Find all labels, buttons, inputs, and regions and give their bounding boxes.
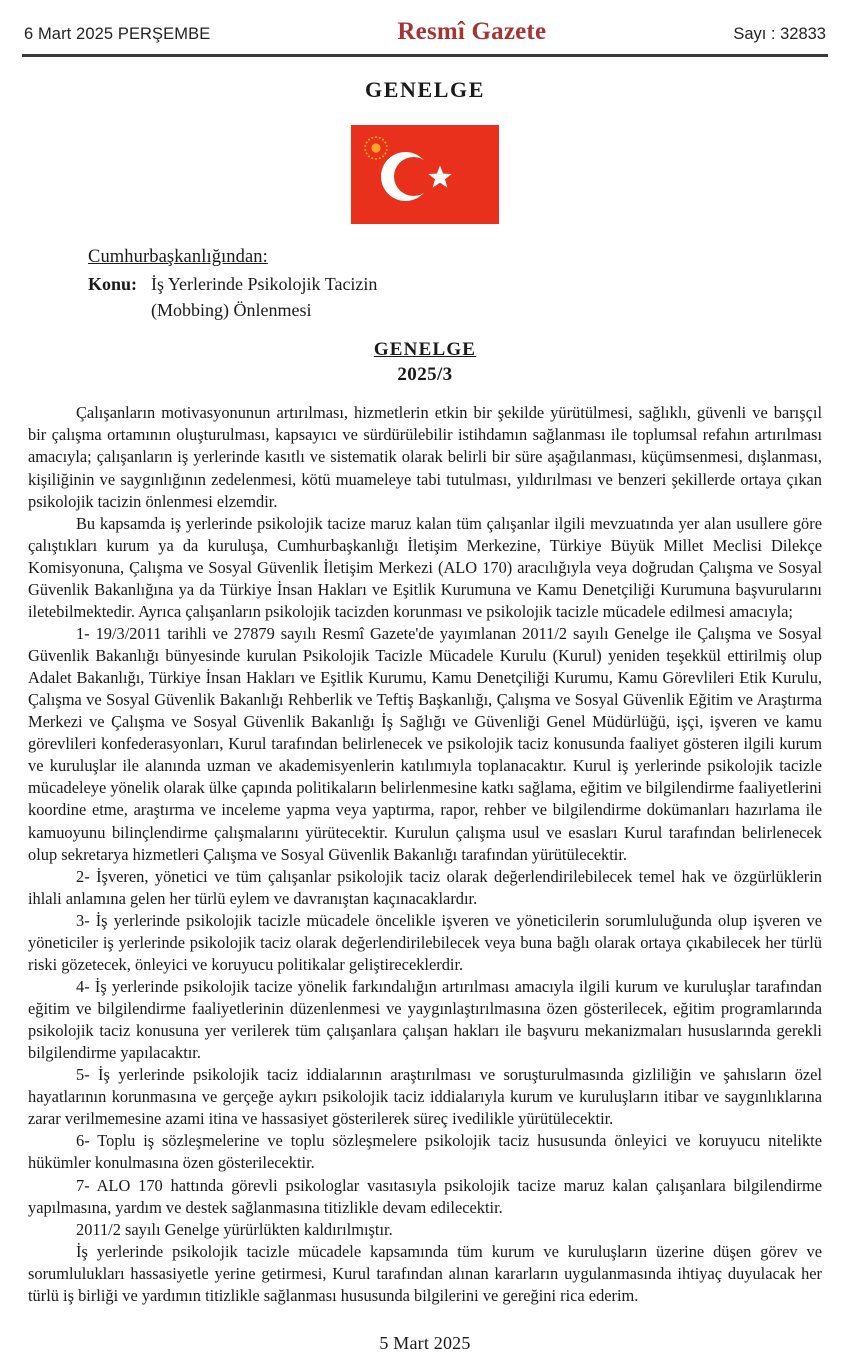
emblem-container [0, 125, 850, 224]
gazette-title: Resmî Gazete [397, 18, 547, 45]
issue-number: Sayı : 32833 [733, 25, 826, 43]
paragraph-item-4: 4- İş yerlerinde psikolojik tacize yönelik farkındalığın artırılması amacıyla ilgili kurum ve kuruluşlar tarafından eğitim ve bilgilendirme faaliyetlerinin düzenlenmesi ve yaygınlaştırılmasına özen gösterilecek, eğitim programlarında psikolojik taciz konusuna yer verilerek tüm çalışanlara çalışan hakları ile başvuru mekanizmaları hususlarında gerekli bilgilendirme yapılacaktır. [28, 976, 822, 1063]
sun-emblem-icon [361, 133, 391, 163]
publication-date: 6 Mart 2025 PERŞEMBE [24, 25, 211, 43]
paragraph-item-7: 7- ALO 170 hattında görevli psikologlar vasıtasıyla psikolojik tacize maruz kalan çalışanlara bilgilendirme yapılmasına, yardım ve destek sağlanmasına titizlikle devam edilecektir. [28, 1175, 822, 1217]
masthead [0, 0, 850, 50]
subject-block [88, 244, 850, 323]
circular-number: 2025/3 [397, 364, 453, 386]
subject-row [88, 272, 850, 323]
signature-date: 5 Mart 2025 [379, 1332, 471, 1353]
masthead-divider [22, 54, 828, 57]
turkish-flag-icon [351, 125, 499, 224]
paragraph-closing: İş yerlerinde psikolojik tacizle mücadele kapsamında tüm kurum ve kuruluşların üzerine düşen görev ve sorumlulukları hassasiyetle yerine getirmesi, Kurul tarafından alınan kararların uygulanmasında ihtiyaç duyulacak her türlü iş birliği ve yardımın titizlikle sağlanması hususunda bilgilerini ve gereğini rica ederim. [28, 1241, 822, 1305]
circular-title: GENELGE [373, 339, 477, 361]
paragraph-item-6: 6- Toplu iş sözleşmelerine ve toplu sözleşmelere psikolojik taciz hususunda önleyici ve koruyucu nitelikte hükümler konulmasına özen gösterilecektir. [28, 1131, 822, 1173]
subject-value [151, 272, 850, 323]
subject-value-line-1: İş Yerlerinde Psikolojik Tacizin [151, 274, 378, 295]
paragraph-repeal: 2011/2 sayılı Genelge yürürlükten kaldırılmıştır. [76, 1219, 393, 1239]
paragraph-item-3: 3- İş yerlerinde psikolojik tacizle mücadele öncelikle işveren ve yöneticilerin sorumluluğunda olup işveren ve yöneticiler iş yerlerinde psikolojik taciz olarak değerlendirilebilecek veya buna bağlı olarak ortaya çıkabilecek her türlü riski gözetecek, önleyici ve koruyucu politikalar geliştireceklerdir. [28, 910, 822, 974]
paragraph-item-5: 5- İş yerlerinde psikolojik taciz iddialarının araştırılması ve soruşturulmasında gizliliğin ve şahısların özel hayatlarının korunmasına ve gerçeğe aykırı psikolojik taciz iddialarıyla kurum ve kuruluşların itibar ve saygınlıklarına zarar verilmemesine azami itina ve hassasiyet gösterilerek süreç ivedilikle yürütülecektir. [28, 1065, 822, 1129]
document-type-heading: GENELGE [364, 77, 485, 102]
five-pointed-star-icon [427, 164, 453, 190]
paragraph-intro-1: Çalışanların motivasyonunun artırılması, hizmetlerin etkin bir şekilde yürütülmesi, sağlıklı, güvenli ve barışçıl bir çalışma ortamının oluşturulması, kapsayıcı ve sürdürülebilir istihdamın sağlanması ile toplumsal refahın artırılması amacıyla; çalışanların iş yerlerinde kasıtlı ve sistematik olarak belirli bir süre aşağılanması, küçümsenmesi, dışlanması, kişiliğinin ve saygınlığının zedelenmesi, kötü muameleye tabi tutulması, yıldırılması ve benzeri şekillerde ortaya çıkan psikolojik tacizin önlenmesi elzemdir. [28, 403, 822, 511]
issuing-authority: Cumhurbaşkanlığından: [88, 247, 268, 267]
paragraph-item-2: 2- İşveren, yönetici ve tüm çalışanlar psikolojik taciz olarak değerlendirilebilecek temel hak ve özgürlüklerin ihlali anlamına gelen her türlü eylem ve davranıştan kaçınacaklardır. [28, 866, 822, 908]
circular-title-row [0, 339, 850, 361]
subject-label: Konu: [88, 274, 138, 295]
paragraph-item-1: 1- 19/3/2011 tarihli ve 27879 sayılı Resmî Gazete'de yayımlanan 2011/2 sayılı Genelge ile Çalışma ve Sosyal Güvenlik Bakanlığı bünyesinde kurulan Psikolojik Tacizle Mücadele Kurulu (Kurul) yeniden teşekkül ettirilmiş olup Adalet Bakanlığı, Türkiye İnsan Hakları ve Eşitlik Kurumu, Kamu Denetçiliği Kurumu, Kamu Görevlileri Etik Kurulu, Çalışma ve Sosyal Güvenlik Bakanlığı Rehberlik ve Teftiş Başkanlığı, Çalışma ve Sosyal Güvenlik Eğitim ve Araştırma Merkezi ve Çalışma ve Sosyal Güvenlik Bakanlığı İş Sağlığı ve Güvenliği Genel Müdürlüğü, işçi, işveren ve kamu görevlileri konfederasyonları, Kurul tarafından belirlenecek ve psikolojik taciz konusunda faaliyet gösteren ilgili kurum ve kuruluşlar ile alanında uzman ve akademisyenlerin katılımıyla toplanacaktır. Kurul iş yerlerinde psikolojik tacizle mücadeleye yönelik olarak ülke çapında politikaların belirlenmesine katkı sağlama, eğitim ve bilgilendirme faaliyetlerini koordine etme, araştırma ve inceleme yapma veya yaptırma, rapor, rehber ve bilgilendirme dokümanları hazırlama ile kamuoyunu bilinçlendirme çalışmalarını yürütecektir. Kurulun çalışma usul ve esasları Kurul tarafından belirlenecek olup sekretarya hizmetleri Çalışma ve Sosyal Güvenlik Bakanlığı tarafından yürütülecektir. [28, 623, 822, 864]
paragraph-intro-2: Bu kapsamda iş yerlerinde psikolojik tacize maruz kalan tüm çalışanlar ilgili mevzuatında yer alan usullere göre çalıştıkları kurum ya da kuruluşa, Cumhurbaşkanlığı İletişim Merkezine, Türkiye Büyük Millet Meclisi Dilekçe Komisyonuna, Çalışma ve Sosyal Güvenlik İletişim Merkezi (ALO 170) aracılığıyla veya doğrudan Çalışma ve Sosyal Güvenlik Bakanlığına ya da Türkiye İnsan Hakları ve Eşitlik Kurumuna ve Kamu Denetçiliği Kurumuna başvurularını iletebilmektedir. Ayrıca çalışanların psikolojik tacizden korunması ve psikolojik tacizle mücadele edilmesi amacıyla; [28, 513, 822, 621]
document-body [28, 402, 822, 1307]
subject-value-line-2: (Mobbing) Önlenmesi [151, 299, 312, 320]
